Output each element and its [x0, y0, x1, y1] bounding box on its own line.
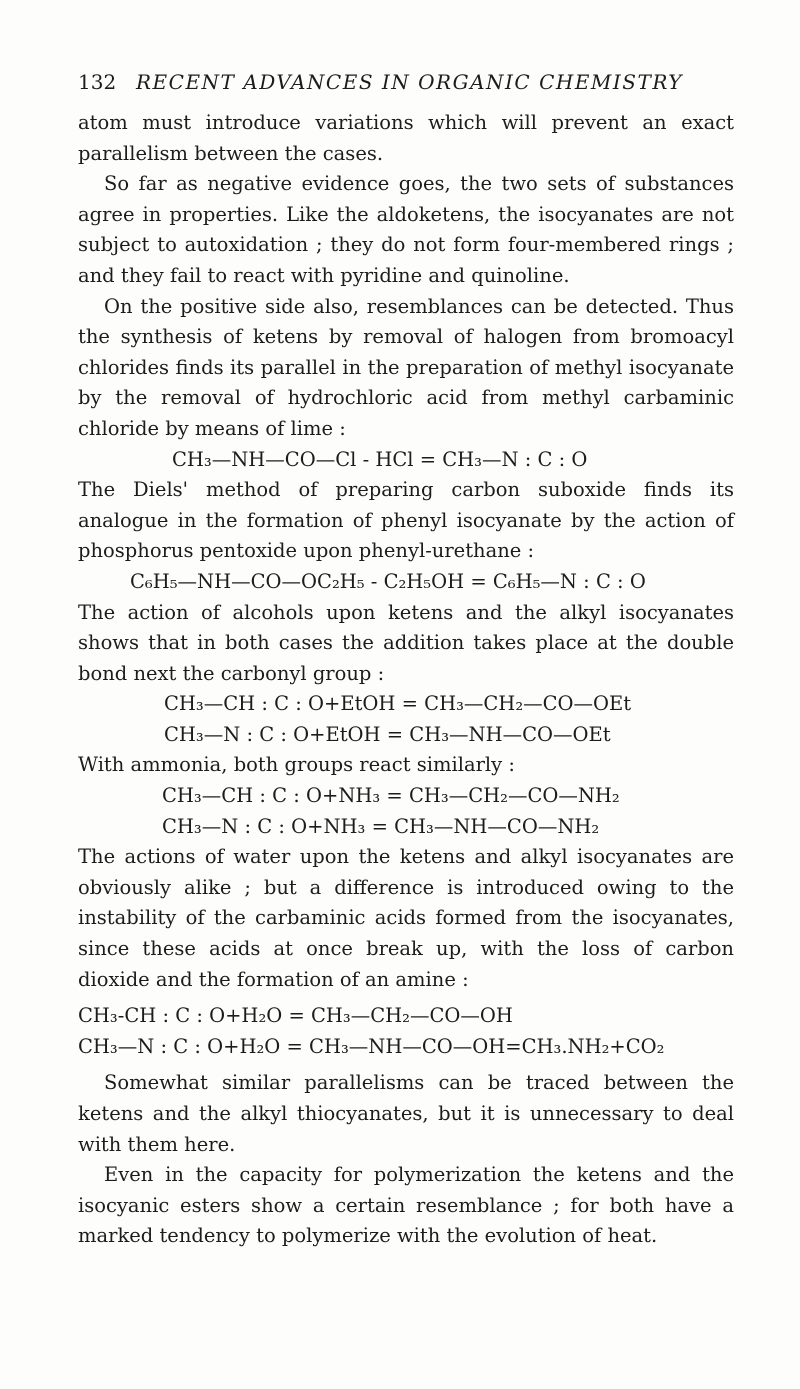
equation-isocyanate-ethanol: CH₃—N : C : O+EtOH = CH₃—NH—CO—OEt [164, 722, 611, 746]
paragraph-1: atom must introduce variations which will prevent an exact parallelism between the cases. [78, 111, 734, 165]
page-number: 132 [78, 70, 117, 94]
paragraph-2: So far as negative evidence goes, the two sets of substances agree in properties. Like the aldoketens, the isocyanates are not subject to autoxidation ; they do not form four-membered rings ; and they fail to react with pyridine and quinoline. [78, 172, 734, 287]
paragraph-7: The actions of water upon the ketens and alkyl isocyanates are obviously alike ; but a difference is introduced owing to the instability of the carbaminic acids formed from the isocyanates, since these acids at once break up, with the loss of carbon dioxide and the formation of an amine : [78, 845, 734, 991]
equation-keten-ethanol: CH₃—CH : C : O+EtOH = CH₃—CH₂—CO—OEt [164, 692, 632, 716]
paragraph-5: The action of alcohols upon ketens and the alkyl isocyanates shows that in both cases the addition takes place at the double bond next the carbonyl group : [78, 600, 734, 685]
paragraph-4: The Diels' method of preparing carbon suboxide finds its analogue in the formation of phenyl isocyanate by the action of phosphorus pentoxide upon phenyl-urethane : [78, 478, 734, 563]
paragraph-3: On the positive side also, resemblances can be detected. Thus the synthesis of ketens by removal of halogen from bromoacyl chlorides finds its parallel in the preparation of methyl isocyanate by the removal of hydrochloric acid from methyl carbaminic chloride by means of lime : [78, 294, 734, 440]
running-header [78, 70, 734, 104]
paragraph-8: Somewhat similar parallelisms can be traced between the ketens and the alkyl thiocyanates, but it is unnecessary to deal with them here. [78, 1071, 734, 1156]
page-body [78, 108, 734, 1252]
equation-phenyl-isocyanate: C₆H₅—NH—CO—OC₂H₅ - C₂H₅OH = C₆H₅—N : C : O [130, 569, 646, 593]
equation-keten-water: CH₃-CH : C : O+H₂O = CH₃—CH₂—CO—OH [78, 1004, 513, 1028]
equation-methyl-isocyanate: CH₃—NH—CO—Cl - HCl = CH₃—N : C : O [172, 447, 588, 471]
equation-isocyanate-ammonia: CH₃—N : C : O+NH₃ = CH₃—NH—CO—NH₂ [162, 814, 600, 838]
equation-isocyanate-water: CH₃—N : C : O+H₂O = CH₃—NH—CO—OH=CH₃.NH₂+CO₂ [78, 1034, 665, 1058]
equation-keten-ammonia: CH₃—CH : C : O+NH₃ = CH₃—CH₂—CO—NH₂ [162, 784, 620, 808]
running-title: RECENT ADVANCES IN ORGANIC CHEMISTRY [136, 70, 683, 94]
paragraph-6: With ammonia, both groups react similarly : [78, 753, 515, 777]
paragraph-9: Even in the capacity for polymerization the ketens and the isocyanic esters show a certain resemblance ; for both have a marked tendency to polymerize with the evolution of heat. [78, 1163, 734, 1248]
